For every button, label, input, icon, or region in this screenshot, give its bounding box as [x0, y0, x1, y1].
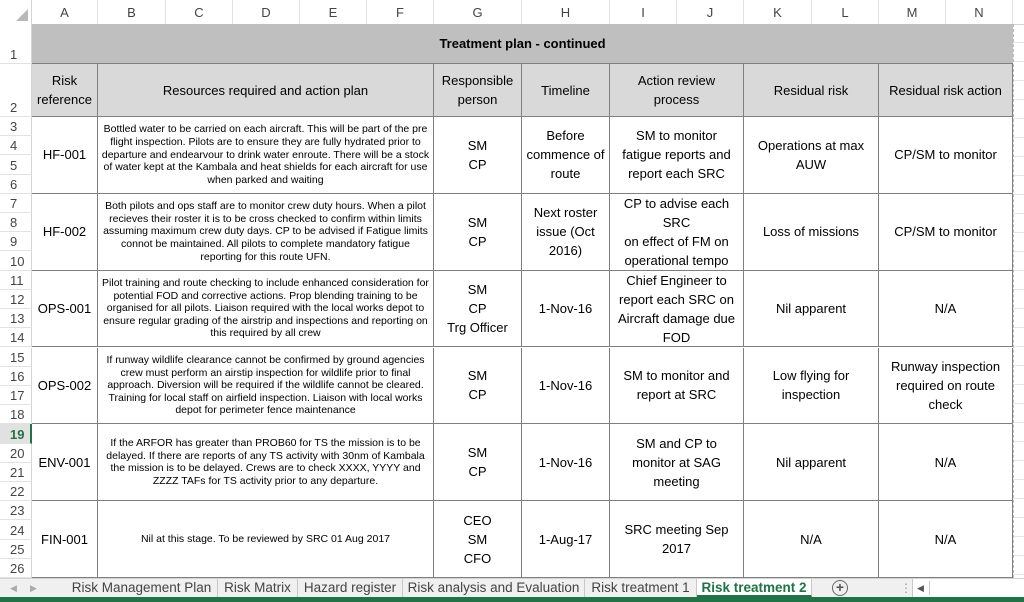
column-header-b[interactable]: B [98, 0, 166, 24]
row-header-19[interactable]: 19 [0, 424, 32, 443]
residual-risk-action-cell[interactable]: N/A [879, 501, 1013, 578]
row-header-17[interactable]: 17 [0, 386, 32, 405]
status-bar [0, 597, 1024, 602]
row-header-5[interactable]: 5 [0, 155, 32, 174]
column-header-f[interactable]: F [367, 0, 434, 24]
timeline-cell[interactable]: 1-Aug-17 [522, 501, 610, 578]
resources-action-plan-cell[interactable]: If runway wildlife clearance cannot be confirmed by ground agencies crew must perform an airstip inspection for wildlife prior to final approach. Diversion will be required if the wildlife cannot be cleared. Training for local staff on airfield inspection. Liaison with local works depot for perimeter fence maintenance [98, 348, 434, 425]
row-header-2[interactable]: 2 [0, 64, 32, 117]
tab-nav-next-icon[interactable]: ▶ [30, 583, 37, 593]
column-header-j[interactable]: J [677, 0, 744, 24]
residual-risk-action-cell[interactable]: CP/SM to monitor [879, 117, 1013, 194]
row-header-22[interactable]: 22 [0, 482, 32, 501]
header-responsible-person[interactable]: Responsible person [434, 64, 522, 117]
sheet-tab-risk-analysis-evaluation[interactable]: Risk analysis and Evaluation [403, 579, 585, 597]
row-header-15[interactable]: 15 [0, 348, 32, 367]
resources-action-plan-cell[interactable]: Both pilots and ops staff are to monitor crew duty hours. When a pilot recieves their roster it is to be cross checked to confirm within limits assuming maximum crew duty days. CP to be advised if Fatigue limits connot be maintained. All pilots to complete mandatory fatigue reporting for this route UFN. [98, 194, 434, 271]
responsible-person-cell[interactable]: SM CP [434, 348, 522, 425]
row-header-25[interactable]: 25 [0, 540, 32, 559]
row-header-12[interactable]: 12 [0, 290, 32, 309]
row-header-20[interactable]: 20 [0, 444, 32, 463]
sheet-tab-risk-matrix[interactable]: Risk Matrix [218, 579, 298, 597]
horizontal-scrollbar[interactable] [912, 579, 1024, 597]
header-timeline[interactable]: Timeline [522, 64, 610, 117]
header-risk-reference[interactable]: Risk reference [32, 64, 98, 117]
add-sheet-plus-circle-icon[interactable]: + [832, 580, 848, 596]
sheet-title-cell[interactable]: Treatment plan - continued [32, 24, 1013, 64]
row-header-16[interactable]: 16 [0, 367, 32, 386]
column-header-e[interactable]: E [300, 0, 367, 24]
residual-risk-cell[interactable]: Loss of missions [744, 194, 879, 271]
column-header-g[interactable]: G [434, 0, 522, 24]
tab-split-handle[interactable]: ⋮ [900, 581, 912, 595]
header-action-review[interactable]: Action review process [610, 64, 744, 117]
action-review-cell[interactable]: SRC meeting Sep 2017 [610, 501, 744, 578]
column-header-m[interactable]: M [879, 0, 946, 24]
sheet-tab-hazard-register[interactable]: Hazard register [298, 579, 403, 597]
column-header-h[interactable]: H [522, 0, 610, 24]
sheet-tab-risk-management-plan[interactable]: Risk Management Plan [66, 579, 218, 597]
risk-reference-cell[interactable]: HF-002 [32, 194, 98, 271]
select-all-button[interactable] [0, 0, 32, 24]
resources-action-plan-cell[interactable]: Nil at this stage. To be reviewed by SRC 01 Aug 2017 [98, 501, 434, 578]
row-header-21[interactable]: 21 [0, 463, 32, 482]
row-header-7[interactable]: 7 [0, 194, 32, 213]
sheet-tab-risk-treatment-1[interactable]: Risk treatment 1 [585, 579, 697, 597]
responsible-person-cell[interactable]: SM CP [434, 424, 522, 501]
header-residual-risk[interactable]: Residual risk [744, 64, 879, 117]
risk-reference-cell[interactable]: OPS-002 [32, 348, 98, 425]
column-header-a[interactable]: A [32, 0, 98, 24]
responsible-person-cell[interactable]: SM CP Trg Officer [434, 271, 522, 348]
timeline-cell[interactable]: Next roster issue (Oct 2016) [522, 194, 610, 271]
column-header-k[interactable]: K [744, 0, 812, 24]
resources-action-plan-cell[interactable]: Pilot training and route checking to include enhanced consideration for potential FOD and corrective actions. Prop blending training to be organised for all pilots. Liaison required with the local works depot to ensure regular grading of the airstrip and inspections and reporting on this required by all crew [98, 271, 434, 348]
risk-reference-cell[interactable]: FIN-001 [32, 501, 98, 578]
responsible-person-cell[interactable]: SM CP [434, 194, 522, 271]
risk-reference-cell[interactable]: ENV-001 [32, 424, 98, 501]
action-review-cell[interactable]: SM to monitor and report at SRC [610, 348, 744, 425]
action-review-cell[interactable]: SM and CP to monitor at SAG meeting [610, 424, 744, 501]
row-header-9[interactable]: 9 [0, 232, 32, 251]
timeline-cell[interactable]: 1-Nov-16 [522, 348, 610, 425]
residual-risk-action-cell[interactable]: N/A [879, 424, 1013, 501]
row-header-26[interactable]: 26 [0, 559, 32, 578]
action-review-cell[interactable]: CP to advise each SRC on effect of FM on operational tempo [610, 194, 744, 271]
header-resources[interactable]: Resources required and action plan [98, 64, 434, 117]
responsible-person-cell[interactable]: SM CP [434, 117, 522, 194]
sheet-tab-bar [0, 578, 1024, 597]
column-header-bar [0, 0, 1024, 25]
resources-action-plan-cell[interactable]: If the ARFOR has greater than PROB60 for TS the mission is to be delayed. If there are reports of any TS activity with 30nm of Kambala the mission is to be delayed. Crews are to check XXXX, YYYY and ZZZZ TAFs for TS activity prior to any departure. [98, 424, 434, 501]
risk-reference-cell[interactable]: HF-001 [32, 117, 98, 194]
residual-risk-cell[interactable]: Nil apparent [744, 424, 879, 501]
column-header-d[interactable]: D [233, 0, 300, 24]
tab-nav-prev-icon[interactable]: ◀ [10, 583, 17, 593]
column-header-l[interactable]: L [812, 0, 879, 24]
row-header-18[interactable]: 18 [0, 405, 32, 424]
row-header-10[interactable]: 10 [0, 251, 32, 270]
residual-risk-cell[interactable]: Operations at max AUW [744, 117, 879, 194]
action-review-cell[interactable]: Chief Engineer to report each SRC on Aircraft damage due FOD [610, 271, 744, 348]
column-header-c[interactable]: C [166, 0, 233, 24]
empty-grid-area [1013, 24, 1024, 578]
row-header-3[interactable]: 3 [0, 117, 32, 136]
column-header-i[interactable]: I [610, 0, 677, 24]
residual-risk-cell[interactable]: Nil apparent [744, 271, 879, 348]
scroll-left-icon[interactable]: ◀ [917, 583, 924, 593]
residual-risk-action-cell[interactable]: Runway inspection required on route check [879, 348, 1013, 425]
row-header-14[interactable]: 14 [0, 328, 32, 347]
row-header-8[interactable]: 8 [0, 213, 32, 232]
timeline-cell[interactable]: 1-Nov-16 [522, 271, 610, 348]
row-header-4[interactable]: 4 [0, 136, 32, 155]
timeline-cell[interactable]: 1-Nov-16 [522, 424, 610, 501]
risk-reference-cell[interactable]: OPS-001 [32, 271, 98, 348]
residual-risk-cell[interactable]: Low flying for inspection [744, 348, 879, 425]
residual-risk-action-cell[interactable]: N/A [879, 271, 1013, 348]
responsible-person-cell[interactable]: CEO SM CFO [434, 501, 522, 578]
header-residual-risk-action[interactable]: Residual risk action [879, 64, 1013, 117]
row-header-13[interactable]: 13 [0, 309, 32, 328]
row-header-1[interactable]: 1 [0, 24, 32, 64]
row-header-24[interactable]: 24 [0, 520, 32, 539]
row-header-11[interactable]: 11 [0, 271, 32, 290]
sheet-tab-risk-treatment-2[interactable]: Risk treatment 2 [697, 579, 812, 597]
row-header-23[interactable]: 23 [0, 501, 32, 520]
column-header-n[interactable]: N [946, 0, 1013, 24]
scroll-divider [929, 581, 930, 595]
row-header-6[interactable]: 6 [0, 175, 32, 194]
action-review-cell[interactable]: SM to monitor fatigue reports and report each SRC [610, 117, 744, 194]
residual-risk-action-cell[interactable]: CP/SM to monitor [879, 194, 1013, 271]
residual-risk-cell[interactable]: N/A [744, 501, 879, 578]
resources-action-plan-cell[interactable]: Bottled water to be carried on each aircraft. This will be part of the pre flight inspection. Pilots are to ensure they are fully hydrated prior to departure and endearvour to drink water enroute. There will be a stock of water kept at the Kambala and heat shields for each aircraft for use when parked and waiting [98, 117, 434, 194]
timeline-cell[interactable]: Before commence of route [522, 117, 610, 194]
